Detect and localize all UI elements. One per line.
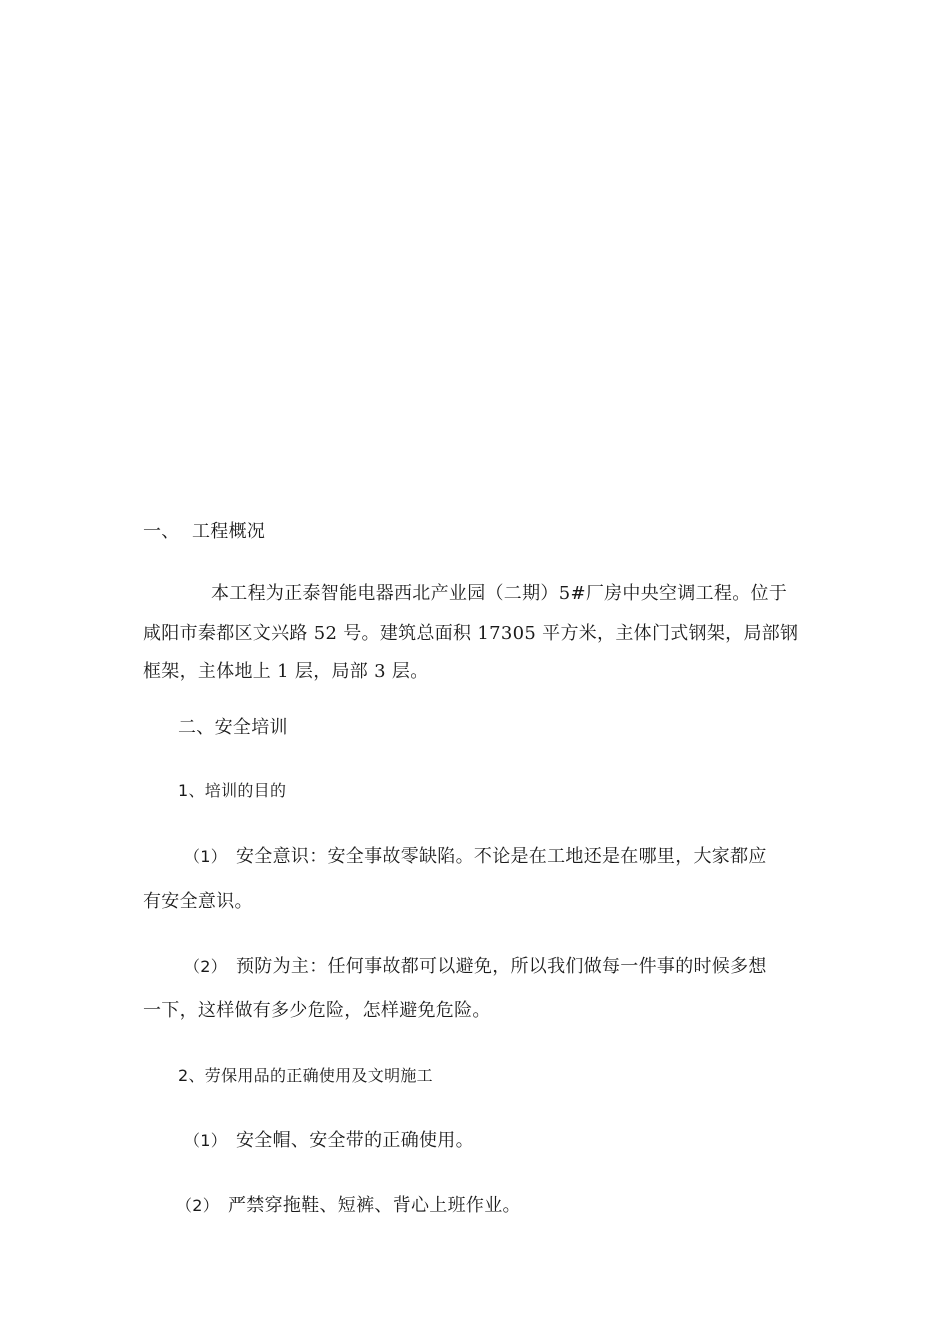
section-1-title: 工程概况 [192, 521, 266, 542]
overview-paragraph-line-2: 咸阳市秦都区文兴路 52 号。建筑总面积 17305 平方米，主体门式钢架，局部钢 [143, 623, 799, 644]
list-item-text: 安全帽、安全带的正确使用。 [236, 1130, 474, 1151]
subsection-1-title: 1、培训的目的 [178, 781, 287, 800]
list-item-text: 严禁穿拖鞋、短裤、背心上班作业。 [228, 1195, 521, 1216]
overview-line-1-text: 本工程为正泰智能电器西北产业园（二期）5#厂房中央空调工程。位于 [211, 583, 788, 604]
list-item-text: 预防为主：任何事故都可以避免，所以我们做每一件事的时候多想 [236, 956, 767, 977]
section-1-number: 一、 [143, 521, 180, 542]
list-item-number: （2） [184, 957, 228, 976]
overview-paragraph-line-3: 框架，主体地上 1 层，局部 3 层。 [143, 661, 429, 682]
list-item-number: （1） [184, 847, 228, 866]
list-item-number: （2） [176, 1196, 220, 1215]
list-item-text: 安全意识：安全事故零缺陷。不论是在工地还是在哪里，大家都应 [236, 846, 767, 867]
list-item-number: （1） [184, 1131, 228, 1150]
section-2-title: 二、安全培训 [178, 717, 288, 738]
list-item-continuation: 一下，这样做有多少危险，怎样避免危险。 [143, 1000, 491, 1021]
list-item-continuation: 有安全意识。 [143, 891, 253, 912]
overview-paragraph-line-1 [143, 582, 787, 606]
subsection-2-title: 2、劳保用品的正确使用及文明施工 [178, 1066, 433, 1085]
